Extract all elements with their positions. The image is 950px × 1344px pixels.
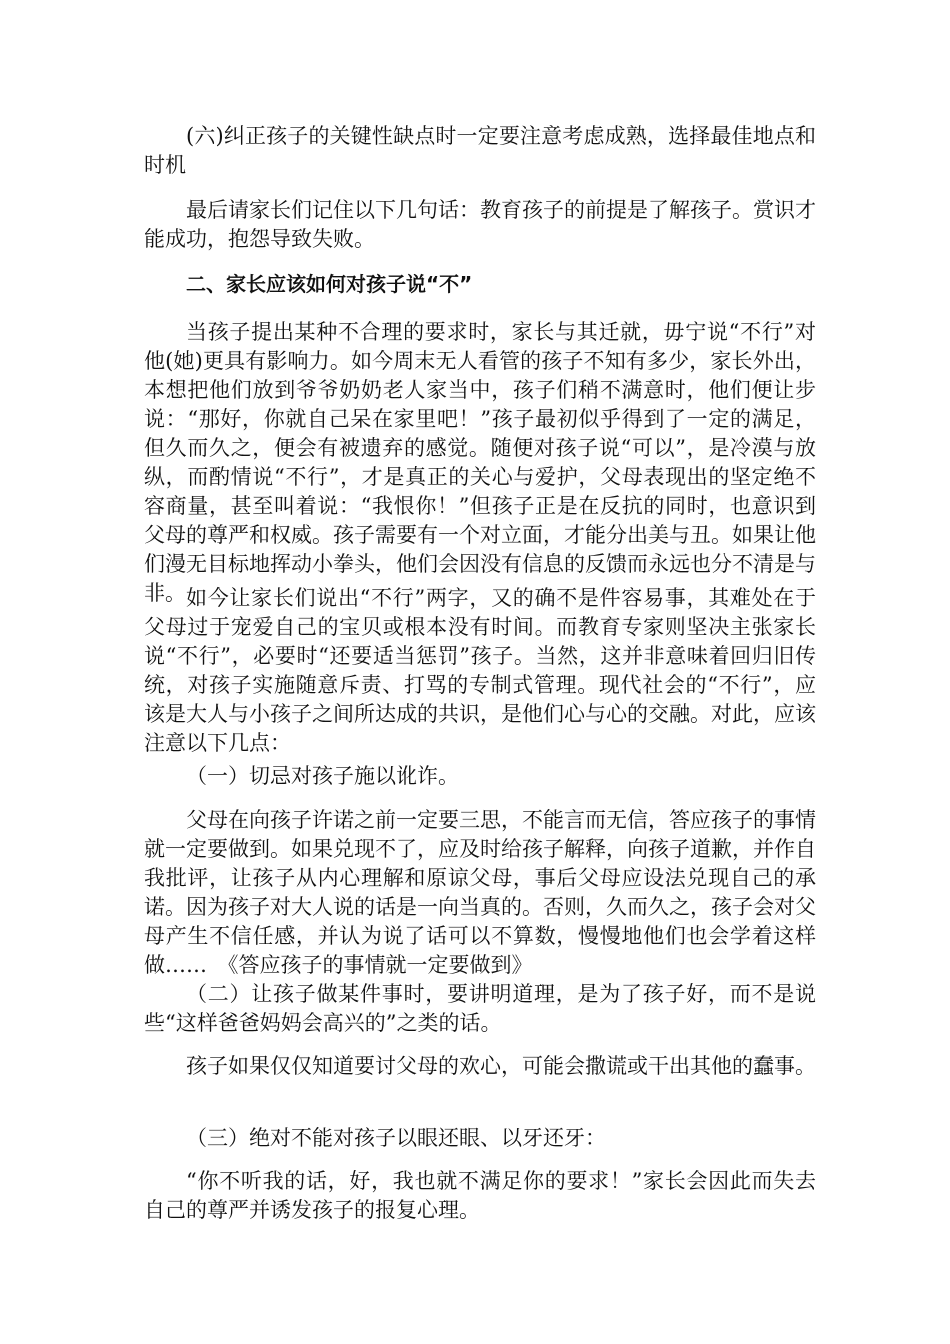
paragraph-please-parents: 孩子如果仅仅知道要讨父母的欢心，可能会撒谎或干出其他的蠢事。 [186,1054,816,1078]
paragraph-point-two-title: （二）让孩子做某件事时，要讲明道理，是为了孩子好，而不是说些“这样爸爸妈妈会高兴的”之类的话。 [144,982,816,1035]
paragraph-closing-advice: 最后请家长们记住以下几句话：教育孩子的前提是了解孩子。赏识才能成功，抱怨导致失败。 [144,198,816,251]
paragraph-point-one-title: （一）切忌对孩子施以讹诈。 [186,764,459,788]
paragraph-difficulty-saying-no: 如今让家长们说出“不行”两字，又的确不是件容易事，其难处在于父母过于宠爱自己的宝贝或根本没有时间。而教育专家则坚决主张家长说“不行”，必要时“还要适当惩罚”孩子。当然，这并非意味着回归旧传统，对孩子实施随意斥责、打骂的专制式管理。现代社会的“不行”，应该是大人与小孩子之间所达成的共识，是他们心与心的交融。对此，应该注意以下几点： [144,586,816,755]
paragraph-no-retaliation: “你不听我的话，好，我也就不满足你的要求！”家长会因此而失去自己的尊严并诱发孩子的报复心理。 [144,1169,816,1222]
paragraph-saying-no-intro: 当孩子提出某种不合理的要求时，家长与其迁就，毋宁说“不行”对他(她)更具有影响力。如今周末无人看管的孩子不知有多少，家长外出，本想把他们放到爷爷奶奶老人家当中，孩子们稍不满意时，他们便让步说：“那好，你就自己呆在家里吧！”孩子最初似乎得到了一定的满足，但久而久之，便会有被遗弃的感觉。随便对孩子说“可以”，是冷漠与放纵，而酌情说“不行”，才是真正的关心与爱护，父母表现出的坚定绝不容商量，甚至叫着说：“我恨你！”但孩子正是在反抗的同时，也意识到父母的尊严和权威。孩子需要有一个对立面，才能分出美与丑。如果让他们漫无目标地挥动小拳头，他们会因没有信息的反馈而永远也分不清是与非。 [144,320,816,605]
section-heading-two: 二、家长应该如何对孩子说“不” [186,272,473,296]
paragraph-point-six: (六)纠正孩子的关键性缺点时一定要注意考虑成熟，选择最佳地点和时机 [144,124,816,177]
paragraph-point-three-title: （三）绝对不能对孩子以眼还眼、以牙还牙： [186,1126,606,1150]
paragraph-keep-promises: 父母在向孩子许诺之前一定要三思，不能言而无信，答应孩子的事情就一定要做到。如果兑现不了，应及时给孩子解释，向孩子道歉，并作自我批评，让孩子从内心理解和原谅父母，事后父母应设法兑现自己的承诺。因为孩子对大人说的话是一向当真的。否则，久而久之，孩子会对父母产生不信任感，并认为说了话可以不算数，慢慢地他们也会学着这样做…… 《答应孩子的事情就一定要做到》 [144,808,816,977]
